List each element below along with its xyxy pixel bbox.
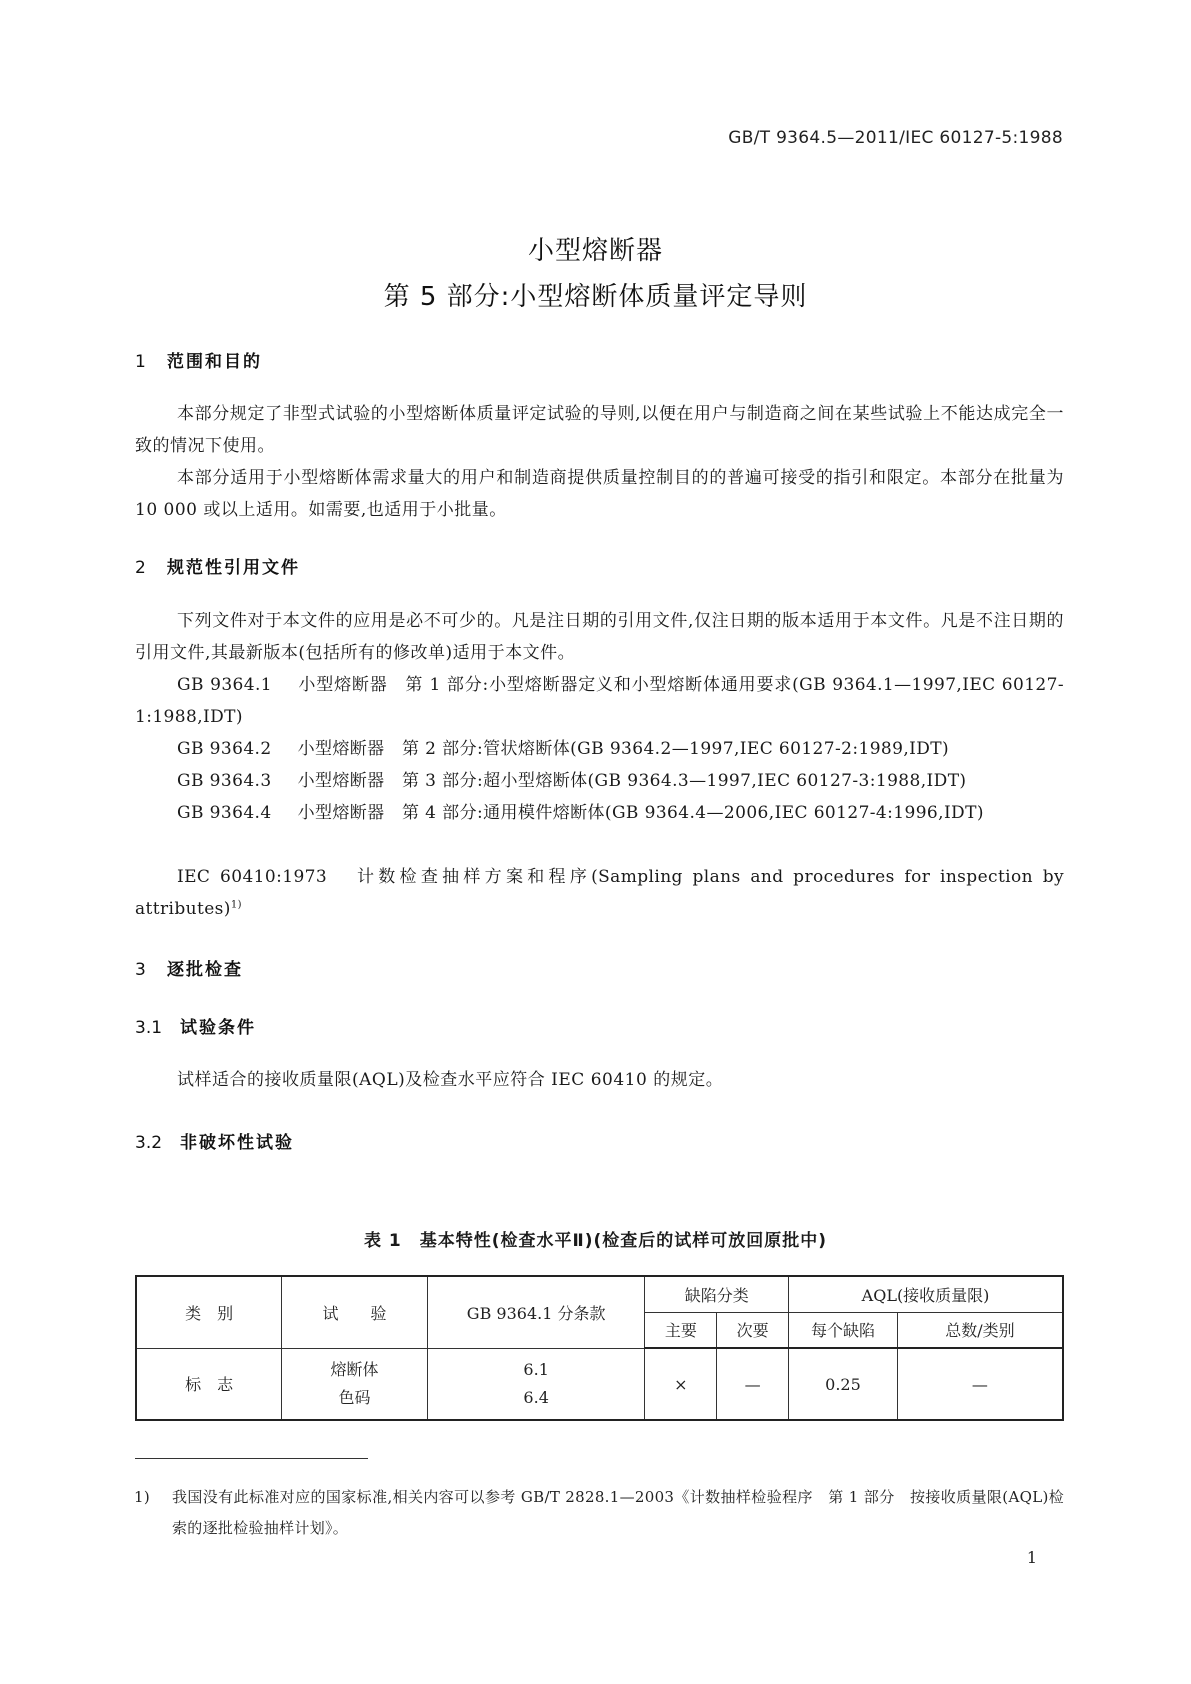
header-clause: GB 9364.1 分条款 (427, 1276, 645, 1348)
page-number: 1 (1026, 1548, 1037, 1567)
header-major: 主要 (645, 1312, 717, 1348)
section-3-1-heading (135, 1013, 256, 1038)
section-title: 非破坏性试验 (180, 1133, 294, 1153)
section-title: 逐批检查 (167, 960, 243, 980)
cell-category: 标 志 (136, 1348, 282, 1420)
cell-clause-line: 6.1 (523, 1359, 549, 1379)
header-minor: 次要 (717, 1312, 789, 1348)
table-caption: 表 1 基本特性(检查水平Ⅱ)(检查后的试样可放回原批中) (363, 1231, 828, 1251)
footnote-marker[interactable]: 1) (230, 899, 242, 911)
section-3-1-paragraph: 试样适合的接收质量限(AQL)及检查水平应符合 IEC 60410 的规定。 (177, 1070, 724, 1090)
section-1-paragraph-1: 本部分规定了非型式试验的小型熔断体质量评定试验的导则,以便在用户与制造商之间在某些试验上不能达成完全一致的情况下使用。 (135, 404, 1064, 456)
document-title: 小型熔断器 (527, 236, 663, 266)
basic-characteristics-table (135, 1275, 1064, 1421)
header-aql: AQL(接收质量限) (789, 1276, 1063, 1312)
reference-text: 计数检查抽样方案和程序(Sampling plans and procedures for inspection by attributes) (135, 867, 1064, 919)
header-test: 试 验 (282, 1276, 428, 1348)
section-1-heading (135, 347, 262, 372)
section-title: 范围和目的 (167, 352, 262, 372)
section-number: 1 (135, 352, 146, 372)
footnote-divider (135, 1458, 368, 1459)
cell-total: — (897, 1348, 1063, 1420)
table-row (136, 1348, 1063, 1420)
footnote-mark: 1) (134, 1488, 150, 1506)
reference-item (135, 797, 1064, 829)
section-number: 3.1 (135, 1018, 163, 1038)
footnote-text: 我国没有此标准对应的国家标准,相关内容可以参考 GB/T 2828.1—2003《计数抽样检验程序 第 1 部分 按接收质量限(AQL)检索的逐批检验抽样计划》。 (172, 1488, 1064, 1537)
standard-code: GB/T 9364.5—2011/IEC 60127-5:1988 (728, 128, 1063, 148)
section-3-heading (135, 955, 243, 980)
section-2-heading (135, 553, 300, 578)
reference-item (135, 765, 1064, 797)
reference-code: GB 9364.1 (177, 675, 272, 695)
cell-test (282, 1348, 428, 1420)
reference-code: GB 9364.2 (177, 739, 272, 759)
section-number: 3 (135, 960, 146, 980)
reference-text: 小型熔断器 第 3 部分:超小型熔断体(GB 9364.3—1997,IEC 60127-3:1988,IDT) (297, 771, 967, 791)
reference-text: 小型熔断器 第 1 部分:小型熔断器定义和小型熔断体通用要求(GB 9364.1—1997,IEC 60127-1:1988,IDT) (135, 675, 1065, 727)
header-total: 总数/类别 (897, 1312, 1063, 1348)
cell-per-defect: 0.25 (789, 1348, 898, 1420)
cell-major: × (645, 1348, 717, 1420)
cell-clause-line: 6.4 (523, 1387, 549, 1407)
reference-code: GB 9364.3 (177, 771, 272, 791)
section-1-paragraph-2: 本部分适用于小型熔断体需求量大的用户和制造商提供质量控制目的的普遍可接受的指引和限定。本部分在批量为 10 000 或以上适用。如需要,也适用于小批量。 (135, 468, 1064, 520)
cell-test-line: 熔断体 (330, 1359, 379, 1379)
section-2-intro: 下列文件对于本文件的应用是必不可少的。凡是注日期的引用文件,仅注日期的版本适用于本文件。凡是不注日期的引用文件,其最新版本(包括所有的修改单)适用于本文件。 (135, 611, 1064, 663)
footnote (134, 1482, 1064, 1544)
cell-clause (427, 1348, 645, 1420)
document-subtitle: 第 5 部分:小型熔断体质量评定导则 (383, 282, 808, 312)
section-number: 2 (135, 558, 146, 578)
reference-item (135, 669, 1064, 733)
header-defect-class: 缺陷分类 (645, 1276, 789, 1312)
reference-text: 小型熔断器 第 2 部分:管状熔断体(GB 9364.2—1997,IEC 60127-2:1989,IDT) (297, 739, 950, 759)
reference-code: GB 9364.4 (177, 803, 272, 823)
header-category: 类 别 (136, 1276, 282, 1348)
header-per-defect: 每个缺陷 (789, 1312, 898, 1348)
section-number: 3.2 (135, 1133, 163, 1153)
section-3-2-heading (135, 1128, 294, 1153)
reference-code: IEC 60410:1973 (177, 867, 328, 887)
reference-item (135, 861, 1064, 925)
reference-text: 小型熔断器 第 4 部分:通用模件熔断体(GB 9364.4—2006,IEC 60127-4:1996,IDT) (297, 803, 984, 823)
reference-item (135, 733, 1064, 765)
section-title: 试验条件 (180, 1018, 256, 1038)
cell-minor: — (717, 1348, 789, 1420)
section-title: 规范性引用文件 (167, 558, 300, 578)
cell-test-line: 色码 (338, 1387, 371, 1407)
